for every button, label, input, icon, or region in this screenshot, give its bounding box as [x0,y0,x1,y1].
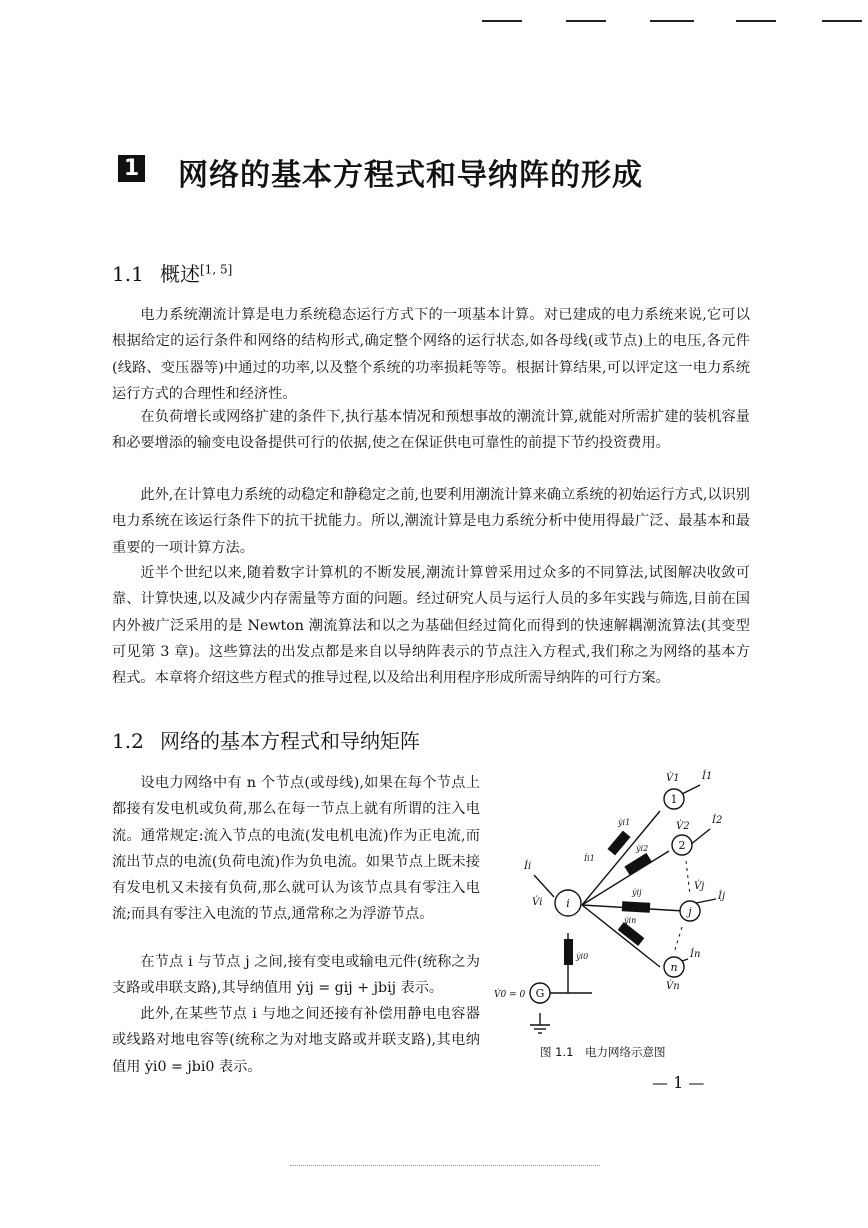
node-label: n [670,961,678,974]
voltage-label: V̇i [532,897,543,908]
current-label: İi [524,861,532,872]
injection-line [696,899,716,903]
paragraph: 此外,在某些节点 i 与地之间还接有补偿用静电电容器或线路对地电容等(统称之为对地支路或并联支路),其电纳值用 ẏi0 = jbi0 表示。 [112,1006,480,1075]
admittance-label: ẏi1 [618,818,631,827]
voltage-label: V̇j [694,881,705,892]
chapter-number: 1 [118,155,145,182]
chapter-title: 网络的基本方程式和导纳阵的形成 [178,158,643,193]
voltage-label: V̇0 = 0 [494,990,526,1000]
node-label: j [688,905,692,918]
section-title: 概述 [160,262,200,286]
current-label: İj [718,891,726,902]
admittance-label: ẏij [632,888,642,897]
power-network-diagram [494,763,748,1063]
current-label: İi1 [584,854,595,863]
voltage-label: V̇n [666,981,680,992]
paragraph: 在负荷增长或网络扩建的条件下,执行基本情况和预想事故的潮流计算,就能对所需扩建的装机容量和必要增添的输变电设备提供可行的依据,使之在保证供电可靠性的前提下节约投资费用。 [112,409,750,452]
paragraph: 近半个世纪以来,随着数字计算机的不断发展,潮流计算曾采用过众多的不同算法,试图解决收敛可靠、计算快速,以及减少内存需量等方面的问题。经过研究人员与运行人员的多年实践与筛选,目前在国内外被广泛采用的是 Newton 潮流算法和以之为基础但经过简化而得到的快速解耦潮流算法(其变型可见第 3 章)。这些算法的出发点都是来自以导纳阵表示的节点注入方程式,我们称之为网络的基本方程式。本章将介绍这些方程式的推导过程,以及给出利用程序形成所需导纳阵的可行方案。 [112,565,750,687]
paragraph: 此外,在计算电力系统的动稳定和静稳定之前,也要利用潮流计算来确立系统的初始运行方式,以识别电力系统在该运行条件下的抗干扰能力。所以,潮流计算是电力系统分析中使用得最广泛、最基本和最重要的一项计算方法。 [112,487,750,556]
paragraph: 电力系统潮流计算是电力系统稳态运行方式下的一项基本计算。对已建成的电力系统来说,它可以根据给定的运行条件和网络的结构形式,确定整个网络的运行状态,如各母线(或节点)上的电压,各元件(线路、变压器等)中通过的功率,以及整个系统的功率损耗等等。根据计算结果,可以评定这一电力系统运行方式的合理性和经济性。 [112,307,750,402]
voltage-label: V̇1 [666,773,680,784]
section-number: 1.1 [112,262,144,286]
paragraph: 在节点 i 与节点 j 之间,接有变电或输电元件(统称之为支路或串联支路),其导纳值用 ẏij = gij + jbij 表示。 [112,954,480,997]
dashed-link [674,927,682,953]
scan-artifact-line [290,1165,600,1166]
admittance-label: ẏi2 [636,844,649,853]
admittance-label: ẏin [624,916,637,925]
paragraph: 设电力网络中有 n 个节点(或母线),如果在每个节点上都接有发电机或负荷,那么在每一节点上就有所谓的注入电流。通常规定:流入节点的电流(发电机电流)作为正电流,而流出节点的电流(负荷电流)作为负电流。如果节点上既未接有发电机又未接有负荷,那么就可认为该节点具有零注入电流;而具有零注入电流的节点,通常称之为浮游节点。 [112,775,480,923]
branch-element [622,901,650,912]
section-1-1-heading [112,258,232,287]
section-title: 网络的基本方程式和导纳矩阵 [160,729,420,753]
injection-line [534,875,554,897]
current-label: İ1 [702,771,713,782]
node-label: 1 [670,793,678,806]
branch-line [582,905,660,967]
section-1-2-heading [112,725,420,754]
header-rule [566,20,606,22]
node-label: i [566,897,570,910]
page-number: — 1 — [652,1073,705,1092]
branch-element [618,922,645,946]
figure-caption: 图 1.1 电力网络示意图 [540,1045,666,1059]
current-label: İn [690,949,701,960]
node-label: 2 [678,839,686,852]
injection-line [690,829,710,845]
branch-line [582,851,669,905]
header-rule [822,20,862,22]
node-label: G [535,987,545,1000]
reference-citation: [1, 5] [200,262,233,277]
section-number: 1.2 [112,729,144,753]
header-rule [736,20,776,22]
branch-element [564,939,573,965]
voltage-label: V̇2 [676,821,690,832]
current-label: İ2 [712,815,723,826]
header-rule [482,20,522,22]
admittance-label: ẏi0 [576,952,589,961]
dashed-link [686,861,690,895]
header-rule [650,20,694,22]
